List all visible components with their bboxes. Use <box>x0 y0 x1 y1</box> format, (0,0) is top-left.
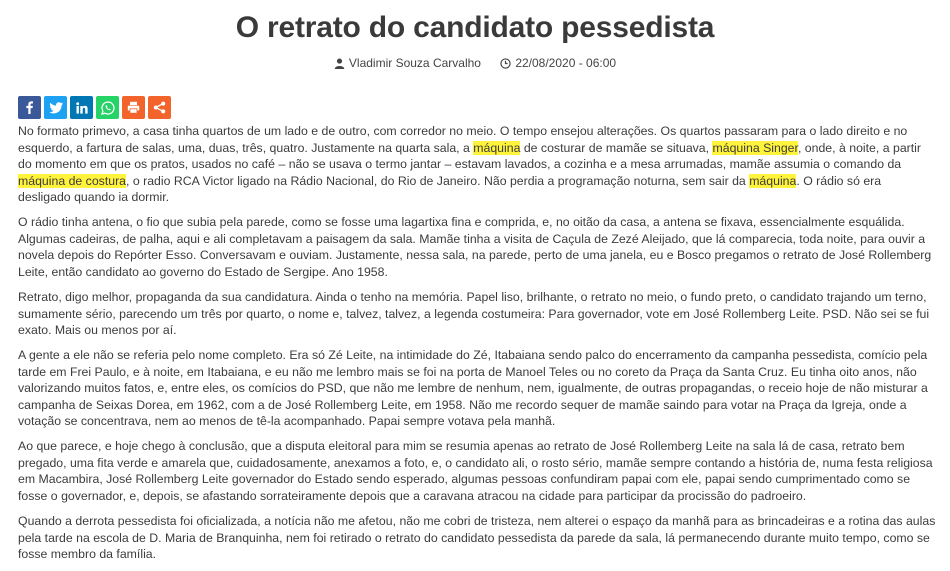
paragraph-text: A gente a ele não se referia pelo nome completo. Era só Zé Leite, na intimidade do Zé, Itabaiana sendo palco do encerramento da campanha pessedista, comício pela tarde em Frei Paulo, e à noite, em Itabaiana, e eu não me lembro mais se foi na porta de Manoel Teles ou no coreto da Praça da Santa Cruz. Eu tinha oito anos, não valorizando muitos fatos, e, entre eles, os comícios do PSD, que não me lembre de nenhum, nem, igualmente, de outras propagandas, o receio hoje de não misturar a campanha de Seixas Dorea, em 1962, com a de José Rollemberg Leite, em 1958. Não me recordo sequer de mamãe saindo para votar na Praça da Igreja, onde a votação se concentrava, nem ao menos de tê-la acompanhado. Papai sempre votava pela manhã. <box>18 348 928 429</box>
twitter-icon <box>49 102 63 114</box>
share-linkedin-button[interactable] <box>70 96 93 119</box>
highlighted-term: máquina de costura <box>18 173 127 188</box>
paragraph-text: , o radio RCA Victor ligado na Rádio Nacional, do Rio de Janeiro. Não perdia a programação noturna, sem sair da <box>126 173 750 188</box>
paragraph-text: Quando a derrota pessedista foi oficializada, a notícia não me afetou, não me cobri de tristeza, nem alterei o espaço da manhã para as brincadeiras e a rotina das aulas pela tarde na escola de D. Maria de Branquinha, nem foi retirado o retrato do candidato pessedista da parede da sala, lá permanecendo durante muito tempo, como se fosse membro da família. <box>18 513 936 562</box>
user-icon <box>334 58 345 69</box>
article-paragraph <box>18 123 936 206</box>
paragraph-text: de costurar de mamãe se situava, <box>520 140 713 155</box>
highlighted-term: máquina <box>749 173 797 188</box>
article-paragraph <box>18 347 936 430</box>
article-paragraph <box>18 214 936 280</box>
share-whatsapp-button[interactable] <box>96 96 119 119</box>
highlighted-term: máquina <box>473 140 521 155</box>
article-title: O retrato do candidato pessedista <box>235 11 715 44</box>
article-meta <box>0 56 950 74</box>
article-paragraph <box>18 438 936 504</box>
article-paragraph <box>18 513 936 563</box>
article-body <box>18 123 936 571</box>
highlighted-term: máquina Singer <box>712 140 798 155</box>
author[interactable] <box>334 56 481 70</box>
linkedin-icon <box>76 102 88 114</box>
paragraph-text: Ao que parece, e hoje chego à conclusão, que a disputa eleitoral para mim se resumia apenas ao retrato de José Rollemberg Leite na sala lá de casa, retrato bem pregado, uma fita verde e amarela que, cuidadosamente, anexamos a foto, e, o candidato ali, o rosto sério, mamãe sempre contando a história de, numa festa religiosa em Macambira, José Rollemberg Leite governador do Estado sendo esperado, algumas pessoas confundiram papai com ele, papai sendo cumprimentado como se fosse o governador, e, depois, se afastando sorrateiramente depois que a caravana atracou na cidade para participar da procissão do padroeiro. <box>18 439 933 504</box>
print-icon <box>127 101 140 114</box>
publish-date-text: 22/08/2020 - 06:00 <box>515 56 617 70</box>
share-bar <box>18 96 171 119</box>
share-twitter-button[interactable] <box>44 96 67 119</box>
paragraph-text: Retrato, digo melhor, propaganda da sua candidatura. Ainda o tenho na memória. Papel liso, brilhante, o retrato no meio, o fundo preto, o candidato trajando um terno, sumamente sério, parecendo um três por quarto, o nome e, talvez, talvez, a legenda costumeira: Para governador, vote em José Rollemberg Leite. PSD. Não sei se fui exato. Mais ou menos por aí. <box>18 289 930 338</box>
share-icon <box>153 101 166 114</box>
share-facebook-button[interactable] <box>18 96 41 119</box>
article-paragraph <box>18 289 936 339</box>
paragraph-text: . O rádio só era desligado quando ia dormir. <box>18 173 882 205</box>
paragraph-text: O rádio tinha antena, o fio que subia pela parede, como se fosse uma lagartixa fina e comprida, e, no oitão da casa, a antena se fixava, essencialmente esquálida. Algumas cadeiras, de palha, aqui e ali completavam a paisagem da sala. Mamãe tinha a visita de Caçula de Zezé Aleijado, que lá comparecia, toda noite, para ouvir a novela depois do Repórter Esso. Conversavam e ouviam. Justamente, nessa sala, na parede, perto de uma janela, eu e Bosco pregamos o retrato de José Rollemberg Leite, então candidato ao governo do Estado de Sergipe. Ano 1958. <box>18 215 932 280</box>
paragraph-text: No formato primevo, a casa tinha quartos de um lado e de outro, com corredor no meio. O tempo ensejou alterações. Os quartos passaram para o lado direito e no esquerdo, a fartura de salas, uma, duas, três, quatro. Justamente na quarta sala, a <box>18 124 908 155</box>
publish-date <box>500 56 616 70</box>
paragraph-text: , onde, à noite, a partir do momento em que os pratos, usados no café – não se usava o termo jantar – estavam lavados, a cozinha e a mesa arrumadas, mamãe assumia o comando da <box>18 140 922 172</box>
print-button[interactable] <box>122 96 145 119</box>
whatsapp-icon <box>101 101 115 115</box>
facebook-icon <box>23 101 36 114</box>
share-more-button[interactable] <box>148 96 171 119</box>
clock-icon <box>500 58 511 69</box>
author-name: Vladimir Souza Carvalho <box>348 56 481 70</box>
